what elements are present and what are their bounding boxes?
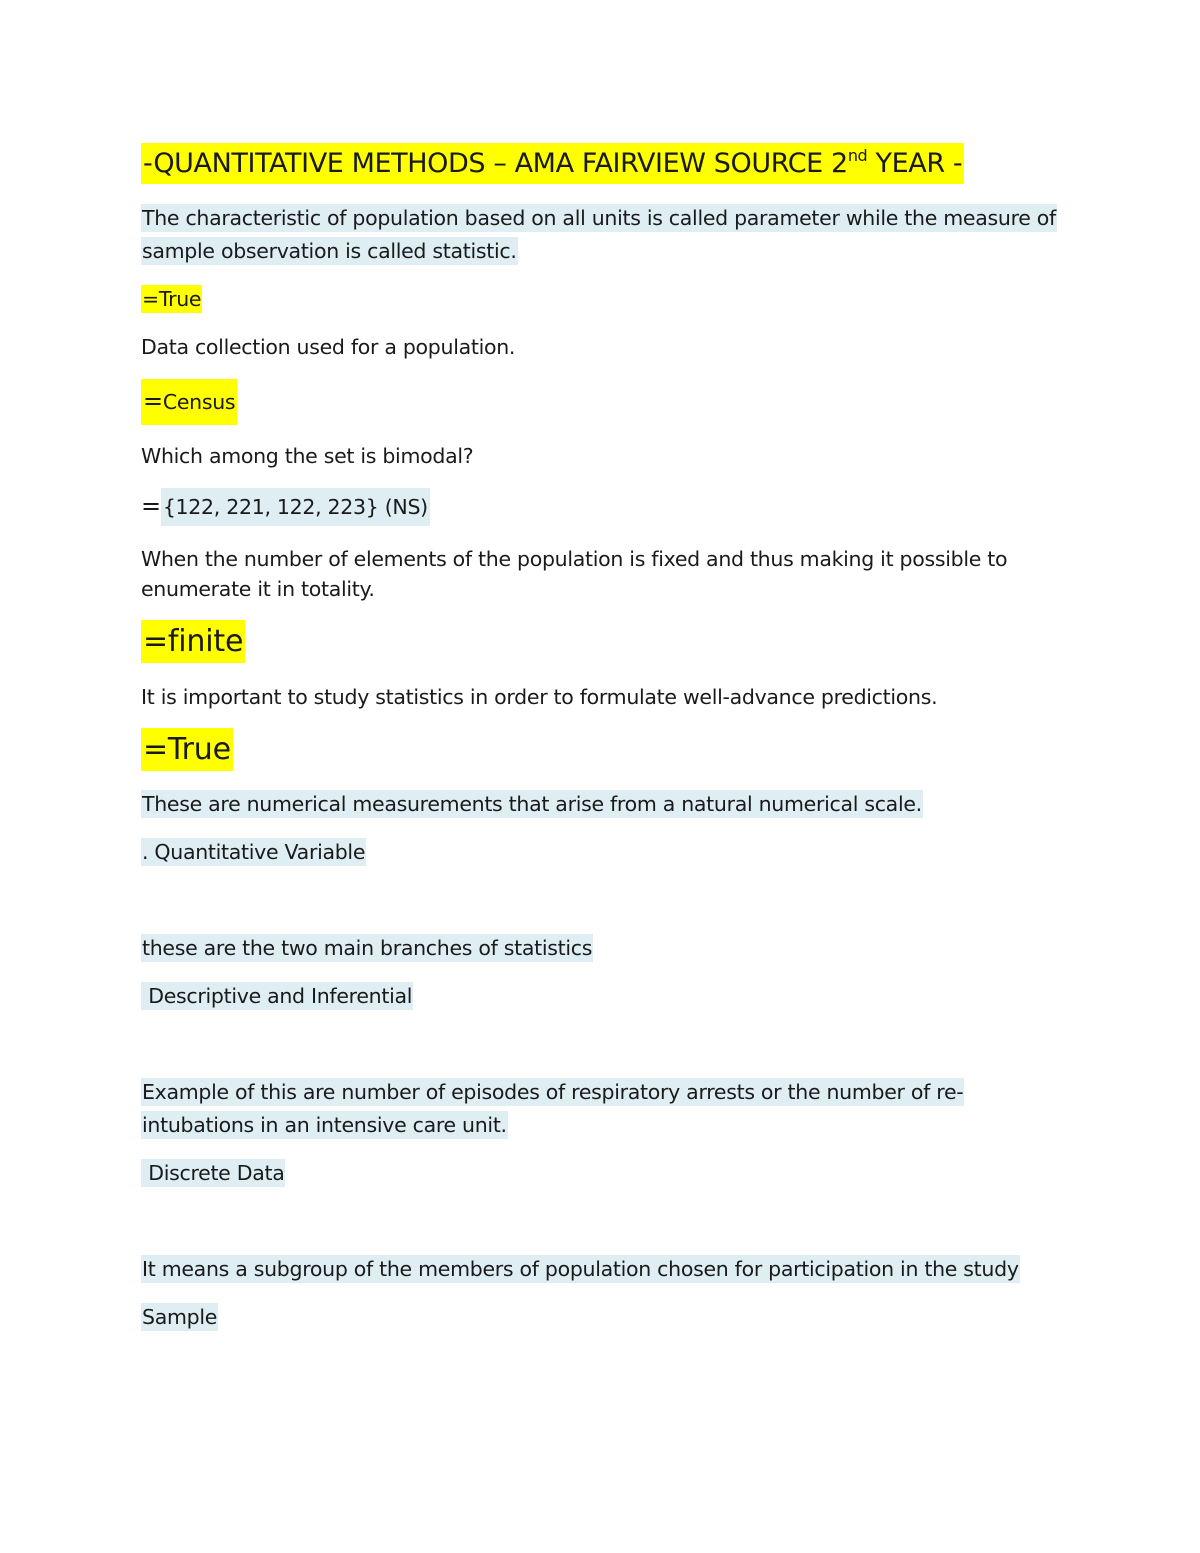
answer-3: ={122, 221, 122, 223} (NS) bbox=[141, 491, 430, 523]
answer-7: Descriptive and Inferential bbox=[142, 984, 413, 1008]
title-superscript: nd bbox=[847, 146, 868, 165]
answer-2: =Census bbox=[141, 386, 237, 418]
question-8-line-1: Example of this are number of episodes of respiratory arrests or the number of re- bbox=[142, 1080, 964, 1104]
question-6: These are numerical measurements that arise from a natural numerical scale. bbox=[142, 792, 922, 816]
page-title bbox=[141, 142, 964, 186]
question-4-line-1: When the number of elements of the population is fixed and thus making it possible to bbox=[141, 547, 1008, 571]
answer-6: . Quantitative Variable bbox=[142, 840, 366, 864]
answer-5: =True bbox=[141, 728, 233, 772]
question-4-line-2: enumerate it in totality. bbox=[141, 577, 375, 601]
answer-8: Discrete Data bbox=[142, 1161, 285, 1185]
question-9: It means a subgroup of the members of population chosen for participation in the study bbox=[142, 1257, 1019, 1281]
answer-1: =True bbox=[142, 287, 202, 311]
question-7: these are the two main branches of statistics bbox=[142, 936, 593, 960]
question-5: It is important to study statistics in order to formulate well-advance predictions. bbox=[141, 685, 938, 709]
answer-4: =finite bbox=[141, 620, 245, 664]
title-highlight: -QUANTITATIVE METHODS – AMA FAIRVIEW SOURCE 2nd YEAR - bbox=[141, 143, 964, 184]
answer-9: Sample bbox=[142, 1305, 218, 1329]
question-3: Which among the set is bimodal? bbox=[141, 444, 474, 468]
question-8-line-2: intubations in an intensive care unit. bbox=[142, 1113, 507, 1137]
question-1-line-2: sample observation is called statistic. bbox=[142, 239, 517, 263]
question-1-line-1: The characteristic of population based on all units is called parameter while the measure of bbox=[142, 206, 1056, 230]
question-2: Data collection used for a population. bbox=[141, 335, 516, 359]
